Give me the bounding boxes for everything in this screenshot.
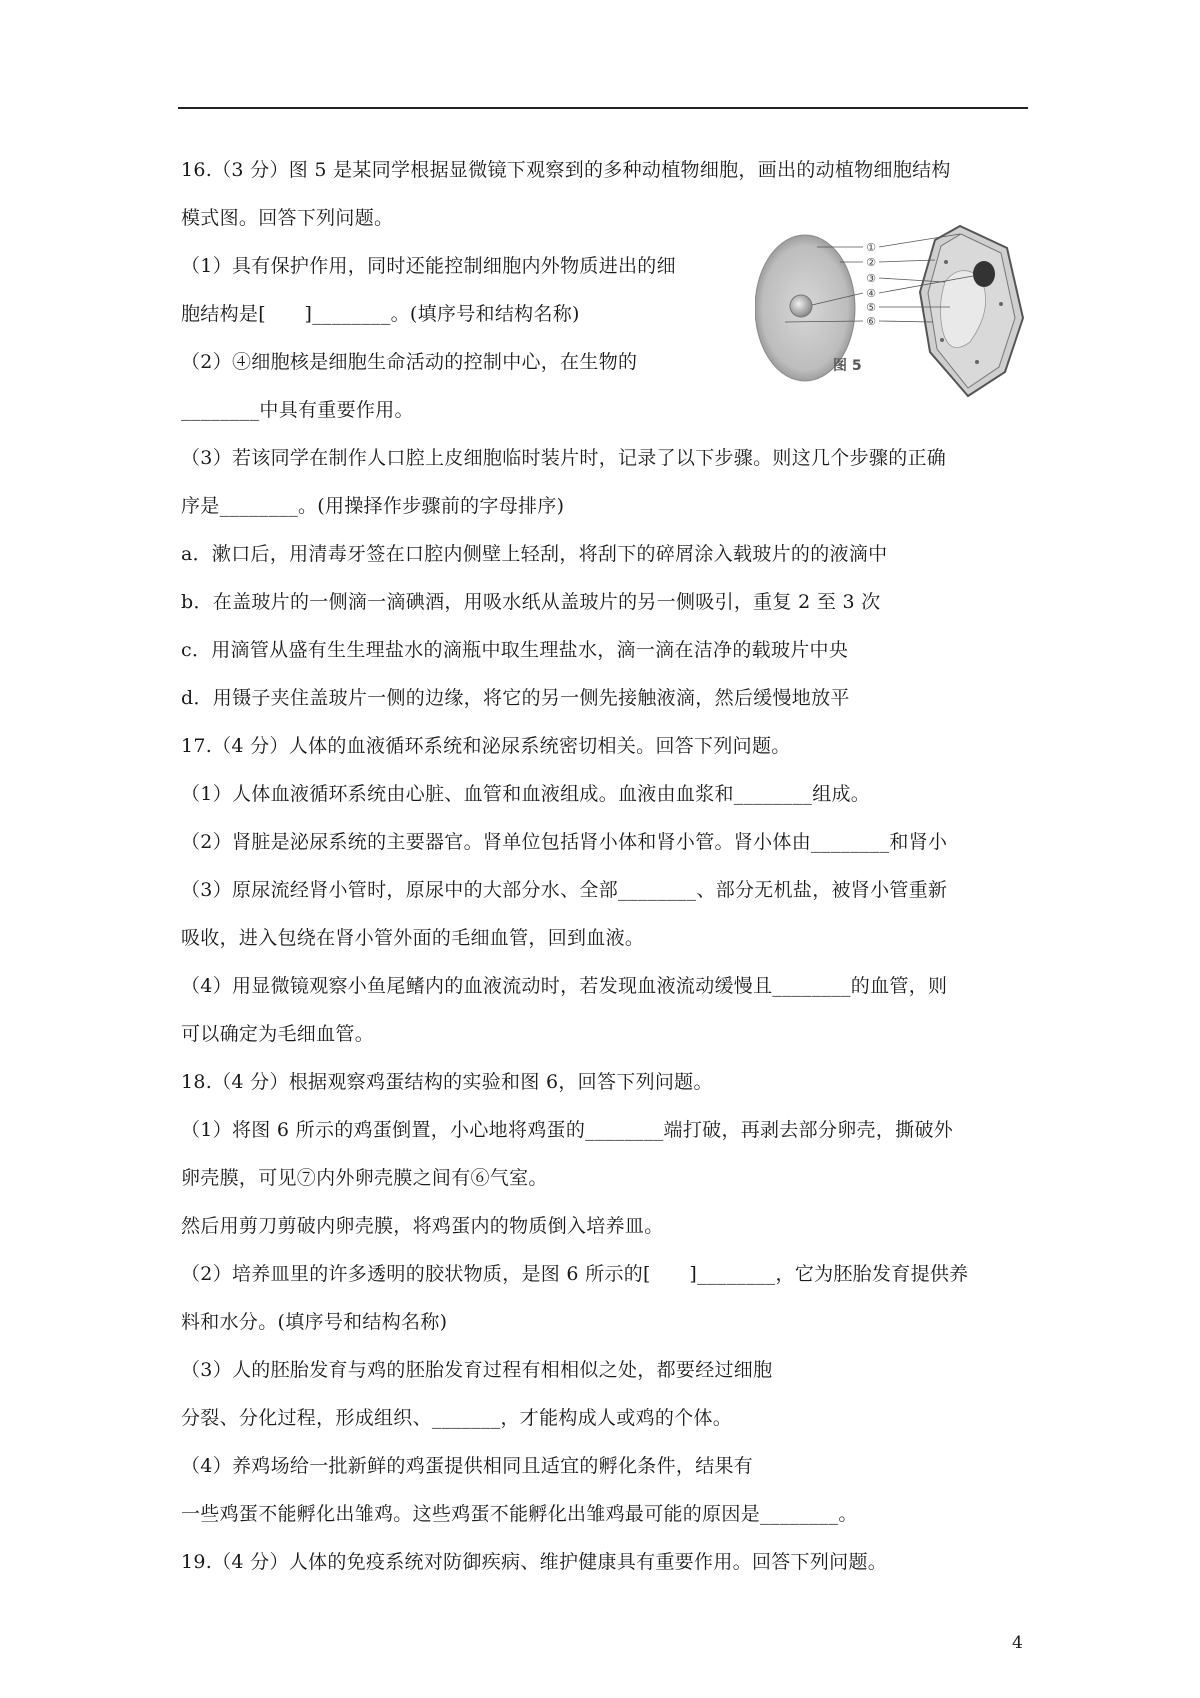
q16-part1-line2: 胞结构是[ ]________。(填序号和结构名称)	[181, 303, 580, 325]
q18-stem: 18.（4 分）根据观察鸡蛋结构的实验和图 6，回答下列问题。	[181, 1071, 713, 1093]
q16-stem-line1: 16.（3 分）图 5 是某同学根据显微镜下观察到的多种动植物细胞，画出的动植物细胞结构	[181, 159, 951, 181]
plant-cell-nucleus	[973, 261, 995, 287]
q18-part2-line1: （2）培养皿里的许多透明的胶状物质，是图 6 所示的[ ]________，它为胚胎发育提供养	[181, 1263, 969, 1285]
marker-2: ②	[866, 256, 876, 269]
q16-step-c: c．用滴管从盛有生生理盐水的滴瓶中取生理盐水，滴一滴在洁净的载玻片中央	[181, 639, 849, 661]
q17-part2: （2）肾脏是泌尿系统的主要器官。肾单位包括肾小体和肾小管。肾小体由________和肾小	[181, 831, 948, 853]
q18-part4-line1: （4）养鸡场给一批新鲜的鸡蛋提供相同且适宜的孵化条件，结果有	[181, 1455, 754, 1477]
q18-part1-line1: （1）将图 6 所示的鸡蛋倒置，小心地将鸡蛋的________端打破，再剥去部分卵壳，撕破外	[181, 1119, 954, 1141]
figure-caption: 图 5	[833, 358, 862, 374]
plant-chloroplast	[944, 260, 948, 264]
q17-part4-line1: （4）用显微镜观察小鱼尾鳍内的血液流动时，若发现血液流动缓慢且________的血管，则	[181, 975, 948, 997]
q17-part1: （1）人体血液循环系统由心脏、血管和血液组成。血液由血浆和________组成。	[181, 783, 871, 805]
plant-chloroplast	[999, 302, 1003, 306]
q16-step-b: b．在盖玻片的一侧滴一滴碘酒，用吸水纸从盖玻片的另一侧吸引，重复 2 至 3 次	[181, 591, 881, 613]
plant-chloroplast	[975, 360, 979, 364]
q18-part1-line2: 卵壳膜，可见⑦内外卵壳膜之间有⑥气室。	[181, 1167, 548, 1189]
q16-stem-line2: 模式图。回答下列问题。	[181, 207, 394, 229]
q16-step-a: a．漱口后，用清毒牙签在口腔内侧壁上轻刮，将刮下的碎屑涂入载玻片的的液滴中	[181, 543, 888, 565]
marker-4: ④	[866, 287, 876, 300]
q17-part3-line2: 吸收，进入包绕在肾小管外面的毛细血管，回到血液。	[181, 927, 645, 949]
q16-part2-line1: （2）④细胞核是细胞生命活动的控制中心，在生物的	[181, 351, 638, 373]
cell-structure-figure	[755, 222, 1030, 407]
q17-part4-line2: 可以确定为毛细血管。	[181, 1023, 375, 1045]
q18-part2-line2: 料和水分。(填序号和结构名称)	[181, 1311, 448, 1333]
plant-chloroplast	[940, 338, 944, 342]
q19-stem: 19.（4 分）人体的免疫系统对防御疾病、维护健康具有重要作用。回答下列问题。	[181, 1551, 888, 1573]
header-rule	[178, 107, 1028, 109]
q17-part3-line1: （3）原尿流经肾小管时，原尿中的大部分水、全部________、部分无机盐，被肾小管重新	[181, 879, 948, 901]
q17-stem: 17.（4 分）人体的血液循环系统和泌尿系统密切相关。回答下列问题。	[181, 735, 791, 757]
q16-part3-line2: 序是________。(用操择作步骤前的字母排序)	[181, 495, 565, 517]
q18-part3-line2: 分裂、分化过程，形成组织、_______，才能构成人或鸡的个体。	[181, 1407, 733, 1429]
q16-step-d: d．用镊子夹住盖玻片一侧的边缘，将它的另一侧先接触液滴，然后缓慢地放平	[181, 687, 850, 709]
marker-5: ⑤	[866, 301, 876, 314]
q18-part4-line2: 一些鸡蛋不能孵化出雏鸡。这些鸡蛋不能孵化出雏鸡最可能的原因是________。	[181, 1503, 858, 1525]
marker-1: ①	[866, 241, 876, 254]
page-number: 4	[1012, 1633, 1023, 1653]
pointer-2b	[879, 260, 935, 262]
q16-part1-line1: （1）具有保护作用，同时还能控制细胞内外物质进出的细	[181, 255, 676, 277]
marker-6: ⑥	[866, 315, 876, 328]
q16-part2-line2: ________中具有重要作用。	[181, 399, 414, 421]
q18-part3-line1: （3）人的胚胎发育与鸡的胚胎发育过程有相相似之处，都要经过细胞	[181, 1359, 773, 1381]
marker-3: ③	[866, 272, 876, 285]
q18-part1-line3: 然后用剪刀剪破内卵壳膜，将鸡蛋内的物质倒入培养皿。	[181, 1215, 664, 1237]
q16-part3-line1: （3）若该同学在制作人口腔上皮细胞临时装片时，记录了以下步骤。则这几个步骤的正确	[181, 447, 947, 469]
animal-cell-nucleus	[790, 295, 812, 317]
